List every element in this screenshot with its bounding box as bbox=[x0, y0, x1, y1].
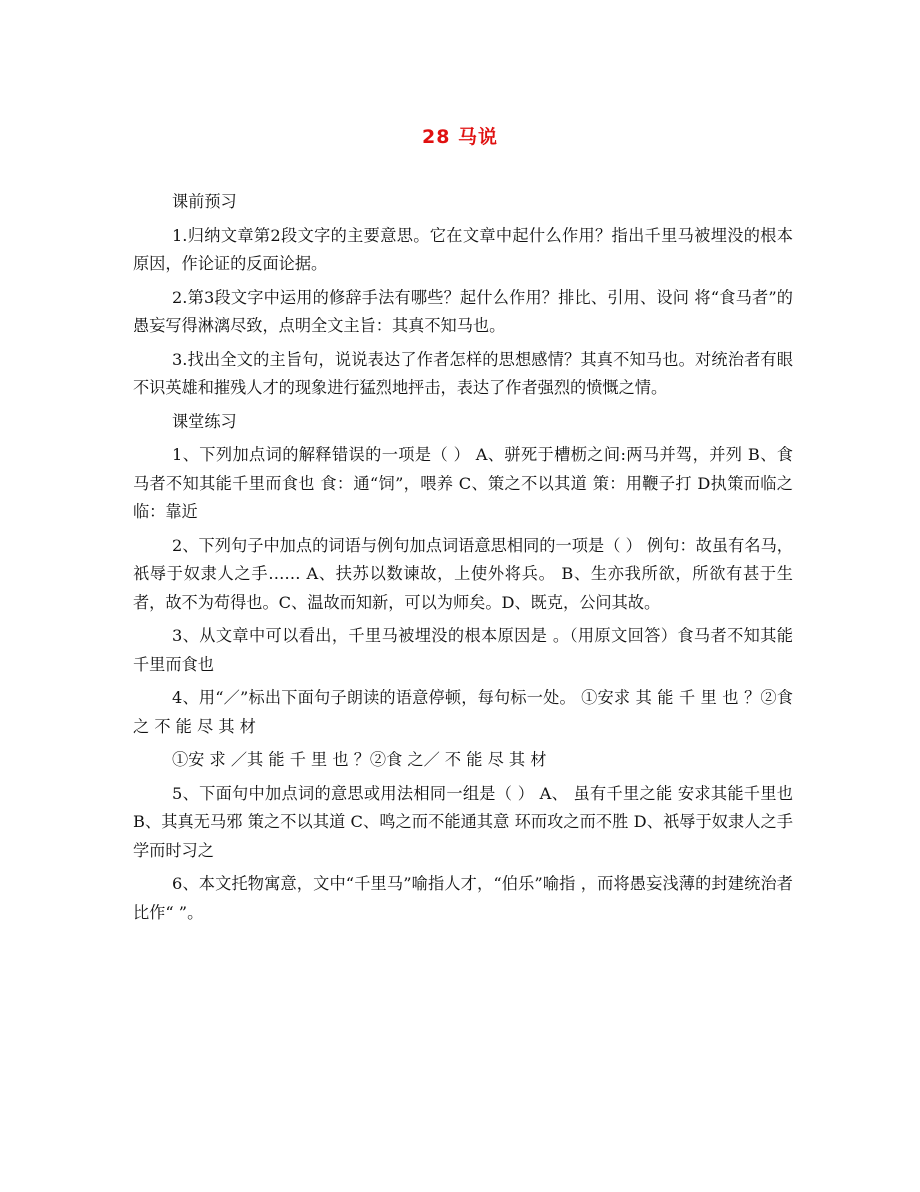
section-heading-practice: 课堂练习 bbox=[172, 411, 237, 431]
practice-question-5: 5、下面句中加点词的意思或用法相同一组是（ ） A、 虽有千里之能 安求其能千里也 B、其真无马邪 策之不以其道 C、鸣之而不能通其意 环而攻之而不胜 D、祇辱于奴隶人之手 学而时习之 bbox=[133, 783, 793, 860]
practice-question-6: 6、本文托物寓意，文中“千里马”喻指人才，“伯乐”喻指 ，而将愚妄浅薄的封建统治者比作“ ”。 bbox=[133, 874, 793, 922]
practice-question-3: 3、从文章中可以看出，千里马被埋没的根本原因是 。（用原文回答）食马者不知其能千里而食也 bbox=[133, 626, 793, 674]
preview-question-1: 1.归纳文章第2段文字的主要意思。它在文章中起什么作用？指出千里马被埋没的根本原因，作论证的反面论据。 bbox=[133, 225, 793, 273]
practice-question-4-answer: ①安 求 ／其 能 千 里 也 ？②食 之／ 不 能 尽 其 材 bbox=[172, 750, 547, 769]
section-heading-preview: 课前预习 bbox=[172, 192, 237, 211]
preview-question-3: 3.找出全文的主旨句，说说表达了作者怎样的思想感情？其真不知马也。对统治者有眼不识英雄和摧残人才的现象进行猛烈地抨击，表达了作者强烈的愤慨之情。 bbox=[133, 349, 793, 397]
preview-question-2: 2.第3段文字中运用的修辞手法有哪些？起什么作用？排比、引用、设问 将“食马者”的愚妄写得淋漓尽致，点明全文主旨：其真不知马也。 bbox=[133, 287, 793, 335]
document-body bbox=[133, 188, 793, 932]
page-title: 28 马说 bbox=[421, 126, 499, 148]
practice-question-2: 2、下列句子中加点的词语与例句加点词语意思相同的一项是（ ） 例句：故虽有名马，祇辱于奴隶人之手…… A、扶苏以数谏故，上使外将兵。 B、生亦我所欲，所欲有甚于生者，故不为苟得也。C、温故而知新，可以为师矣。D、既克，公问其故。 bbox=[133, 535, 793, 612]
practice-question-1: 1、下列加点词的解释错误的一项是（ ） A、骈死于槽枥之间:两马并驾，并列 B、食马者不知其能千里而食也 食：通“饲”，喂养 C、策之不以其道 策：用鞭子打 D执策而临之 临：靠近 bbox=[133, 445, 793, 521]
practice-question-4: 4、用“／”标出下面句子朗读的语意停顿，每句标一处。 ①安求 其 能 千 里 也 ？②食 之 不 能 尽 其 材 bbox=[133, 688, 793, 736]
